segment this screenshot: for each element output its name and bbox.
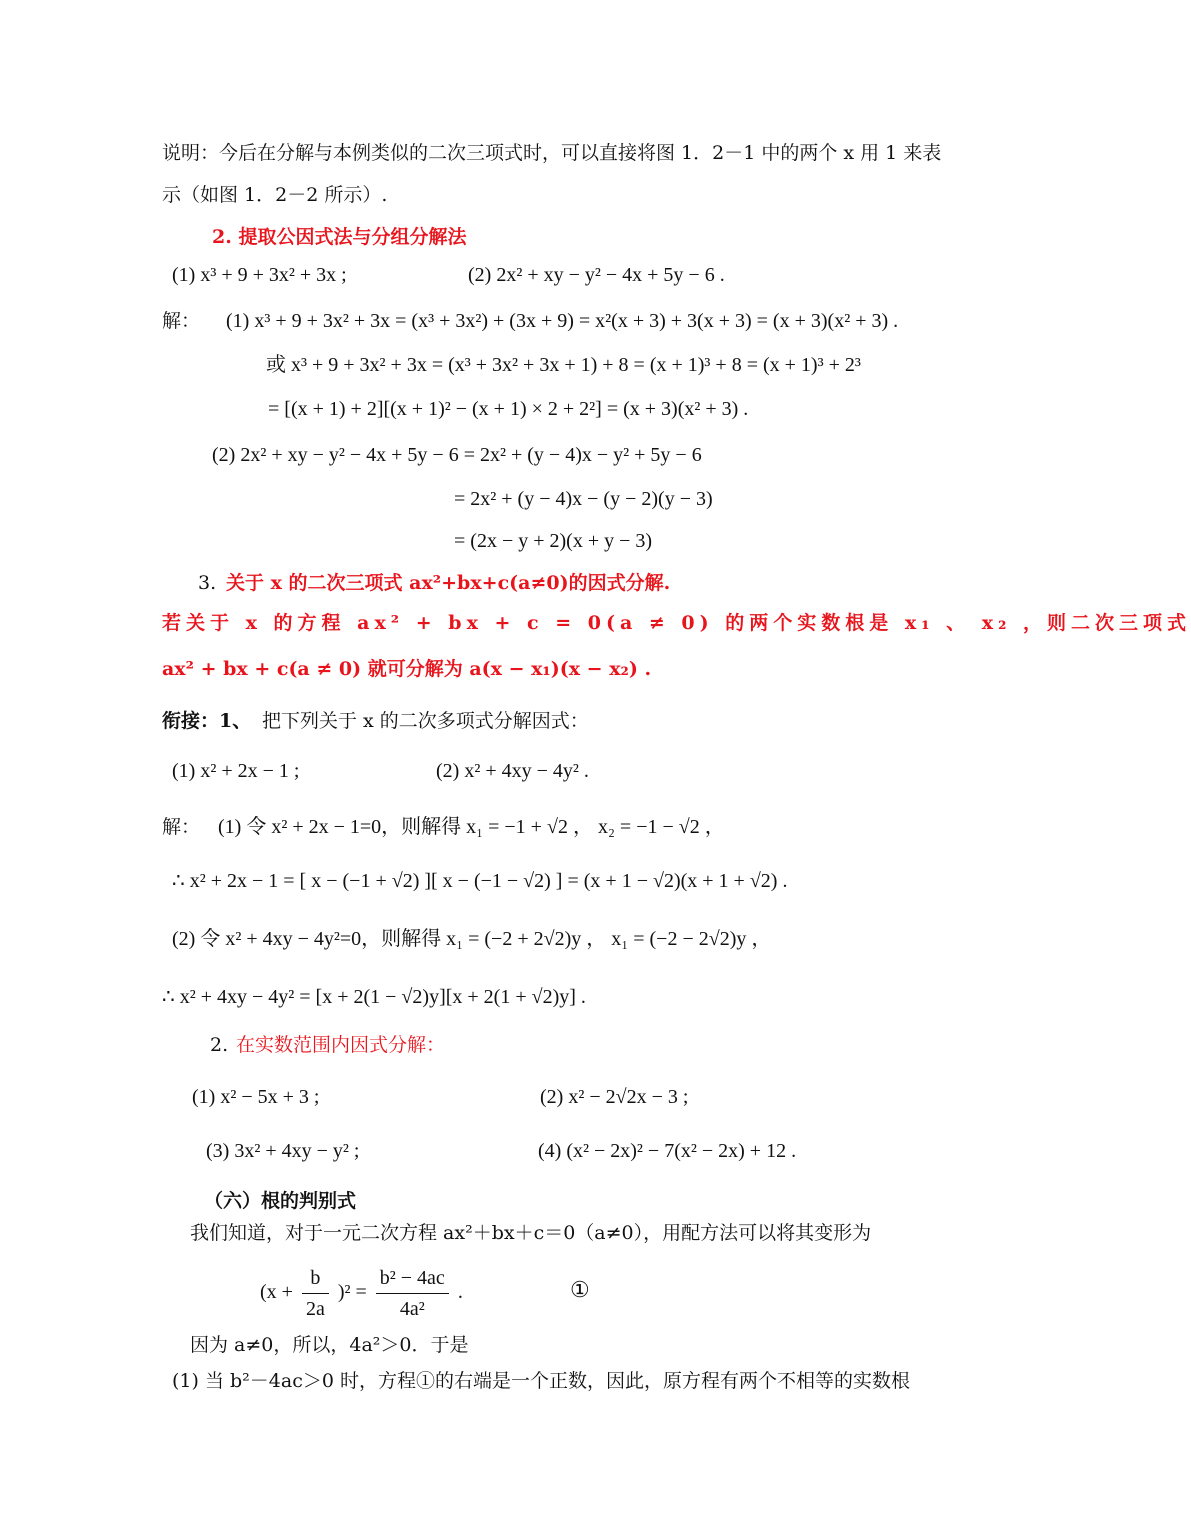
section-6-title: （六）根的判别式 <box>204 1190 357 1212</box>
exercise-2-problem-4: (4) (x² − 2x)² − 7(x² − 2x) + 12 . <box>538 1140 797 1162</box>
bridge-solution-2-line-2: ∴ x² + 4xy − 4y² = [x + 2(1 − √2)y][x + 2(1 + √2)y] . <box>162 986 586 1008</box>
bridge-title: 衔接：1、 <box>162 710 252 732</box>
section-2-solution-1-line-3: = [(x + 1) + 2][(x + 1)² − (x + 1) × 2 + 2²] = (x + 3)(x² + 3) . <box>268 398 749 420</box>
section-6-case-1: (1) 当 b²－4ac＞0 时，方程①的右端是一个正数，因此，原方程有两个不相等的实数根 <box>172 1370 910 1392</box>
fraction-1-numerator: b <box>302 1263 329 1294</box>
bridge-problem-1: (1) x² + 2x − 1 ; <box>172 760 300 782</box>
section-3-statement-line-1: 若关于 x 的方程 ax² + bx + c = 0(a ≠ 0) 的两个实数根是 x₁ 、 x₂ ，则二次三项式 <box>162 612 1191 634</box>
equation-marker: ① <box>570 1278 590 1303</box>
exercise-2-problem-1: (1) x² − 5x + 3 ; <box>192 1086 320 1108</box>
section-2-solution-2-line-3: = (2x − y + 2)(x + y − 3) <box>454 530 653 552</box>
fraction-2-numerator: b² − 4ac <box>376 1263 449 1294</box>
section-2-problem-2: (2) 2x² + xy − y² − 4x + 5y − 6 . <box>468 264 725 286</box>
exercise-2-problem-3: (3) 3x² + 4xy − y² ; <box>206 1140 360 1162</box>
section-2-solution-label: 解： <box>162 310 201 332</box>
section-2-solution-1-line-1: (1) x³ + 9 + 3x² + 3x = (x³ + 3x²) + (3x + 9) = x²(x + 3) + 3(x + 3) = (x + 3)(x² + 3) . <box>226 310 899 332</box>
section-2-solution-2-line-2: = 2x² + (y − 4)x − (y − 2)(y − 3) <box>454 488 713 510</box>
section-2-title: 2. 提取公因式法与分组分解法 <box>212 226 467 248</box>
section-3-number: 3. <box>198 572 217 594</box>
bridge-solution-1-line-2: ∴ x² + 2x − 1 = [ x − (−1 + √2) ][ x − (−1 − √2) ] = (x + 1 − √2)(x + 1 + √2) . <box>172 870 788 892</box>
section-2-solution-1-line-2: 或 x³ + 9 + 3x² + 3x = (x³ + 3x² + 3x + 1) + 8 = (x + 1)³ + 8 = (x + 1)³ + 2³ <box>266 354 861 376</box>
bridge-problem-2: (2) x² + 4xy − 4y² . <box>436 760 589 782</box>
note-line-1: 说明：今后在分解与本例类似的二次三项式时，可以直接将图 1．2－1 中的两个 x 用 1 来表 <box>162 142 942 164</box>
exercise-2-number: 2. <box>210 1034 229 1056</box>
section-6-intro: 我们知道，对于一元二次方程 ax²＋bx＋c＝0（a≠0），用配方法可以将其变形为 <box>190 1222 872 1244</box>
exercise-2-title: 在实数范围内因式分解： <box>236 1034 446 1056</box>
bridge-solution-label: 解： <box>162 816 201 838</box>
bridge-solution-1-line-1: (1) 令 x² + 2x − 1=0，则解得 x₁ = −1 + √2 ， x₂ = −1 − √2 ， <box>218 816 725 838</box>
completed-square-equation <box>260 1262 463 1324</box>
section-3-title: 关于 x 的二次三项式 ax²+bx+c(a≠0)的因式分解. <box>226 572 671 594</box>
equation-left-close: )² = <box>337 1281 367 1303</box>
fraction-2-denominator: 4a² <box>399 1297 425 1320</box>
equation-end: . <box>457 1281 463 1303</box>
fraction-discriminant-over-4a2 <box>376 1263 449 1324</box>
fraction-1-denominator: 2a <box>305 1297 325 1320</box>
section-3-statement-line-2: ax² + bx + c(a ≠ 0) 就可分解为 a(x − x₁)(x − x₂) . <box>162 658 652 680</box>
exercise-2-problem-2: (2) x² − 2√2x − 3 ; <box>540 1086 689 1108</box>
section-6-because: 因为 a≠0，所以，4a²＞0．于是 <box>190 1334 469 1356</box>
equation-left-open: (x + <box>260 1281 293 1303</box>
note-line-2: 示（如图 1．2－2 所示）. <box>162 184 388 206</box>
section-2-problem-1: (1) x³ + 9 + 3x² + 3x ; <box>172 264 347 286</box>
fraction-b-over-2a <box>302 1263 329 1324</box>
bridge-text: 把下列关于 x 的二次多项式分解因式： <box>262 710 589 732</box>
bridge-solution-2-line-1: (2) 令 x² + 4xy − 4y²=0，则解得 x₁ = (−2 + 2√2)y ， x₁ = (−2 − 2√2)y ， <box>172 928 772 950</box>
section-2-solution-2-line-1: (2) 2x² + xy − y² − 4x + 5y − 6 = 2x² + (y − 4)x − y² + 5y − 6 <box>212 444 702 466</box>
